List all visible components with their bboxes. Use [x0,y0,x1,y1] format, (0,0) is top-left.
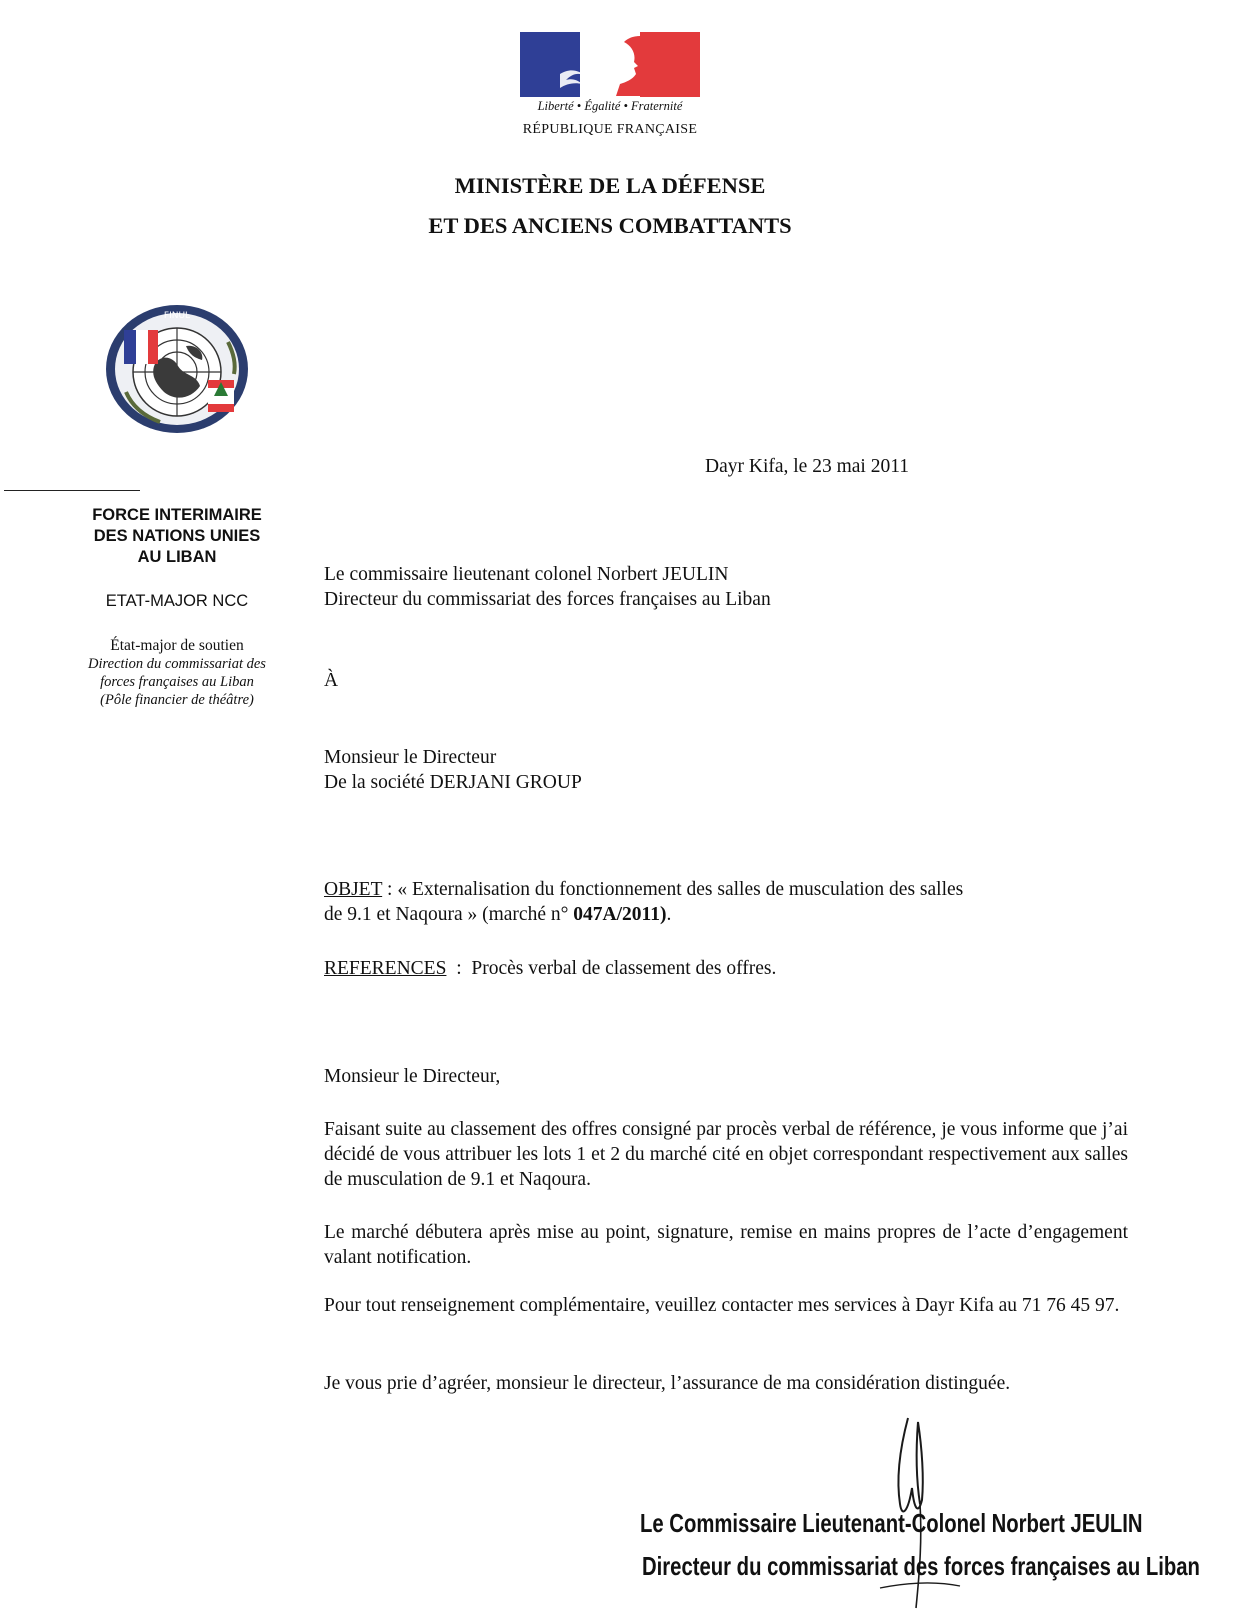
dateline: Dayr Kifa, le 23 mai 2011 [705,456,909,477]
recipient-block [324,745,582,795]
finul-emblem [104,302,250,436]
objet-text-2: de 9.1 et Naqoura » (marché n° [324,904,574,925]
references-label: REFERENCES [324,958,447,979]
recipient-line: De la société DERJANI GROUP [324,772,582,793]
recipient-line: Monsieur le Directeur [324,747,497,768]
force-line: AU LIBAN [137,548,217,566]
direction-line: forces françaises au Liban [100,673,254,690]
signature-stamp-line2: Directeur du commissariat des forces françaises au Liban [642,1551,1200,1581]
republique-francaise: RÉPUBLIQUE FRANÇAISE [522,122,698,137]
body-paragraph: Pour tout renseignement complémentaire, veuillez contacter mes services à Dayr Kifa au 71 76 45 97. [324,1295,1120,1316]
sender-line: Directeur du commissariat des forces françaises au Liban [324,589,771,610]
direction-line: Direction du commissariat des [88,656,266,672]
body-paragraph: Je vous prie d’agréer, monsieur le directeur, l’assurance de ma considération distinguée. [324,1373,1011,1394]
ministry-title-line1: MINISTÈRE DE LA DÉFENSE [454,173,766,198]
marche-number: 047A/2011) [573,904,667,925]
direction-line: (Pôle financier de théâtre) [100,691,254,708]
body-paragraph: Le marché débutera après mise au point, signature, remise en mains propres de l’acte d’engagement valant notification. [324,1222,1128,1268]
salutation: Monsieur le Directeur, [324,1066,501,1087]
left-divider [4,490,140,491]
objet-end: . [666,904,672,925]
etat-major-soutien: État-major de soutien [110,637,244,654]
objet-text: : « Externalisation du fonctionnement des salles de musculation des salles [382,879,964,900]
devise: Liberté • Égalité • Fraternité [537,99,683,113]
flag-blue-band [520,32,580,97]
to-marker: À [324,670,339,691]
direction-block [40,656,314,709]
flag-red-band [640,32,700,97]
objet-block [324,877,1124,927]
body-paragraph: Faisant suite au classement des offres consigné par procès verbal de référence, je vous informe que j’ai décidé de vous attribuer les lots 1 et 2 du marché cité en objet correspondant respectivement aux salles de musculation de 9.1 et Naqoura. [324,1119,1128,1190]
ministry-title-line2: ET DES ANCIENS COMBATTANTS [428,213,792,238]
objet-label: OBJET [324,879,383,900]
sender-line: Le commissaire lieutenant colonel Norbert JEULIN [324,564,729,585]
references-text: : Procès verbal de classement des offres. [446,958,777,979]
force-name [40,505,314,568]
emblem-text: FINUL [163,311,191,321]
force-line: DES NATIONS UNIES [93,527,261,545]
references-block [324,956,776,981]
force-line: FORCE INTERIMAIRE [92,506,262,524]
sender-block [324,562,771,612]
marianne-logo [520,32,700,97]
etat-major: ETAT-MAJOR NCC [105,592,249,610]
signature-stamp-line1: Le Commissaire Lieutenant-Colonel Norbert JEULIN [640,1508,1143,1538]
